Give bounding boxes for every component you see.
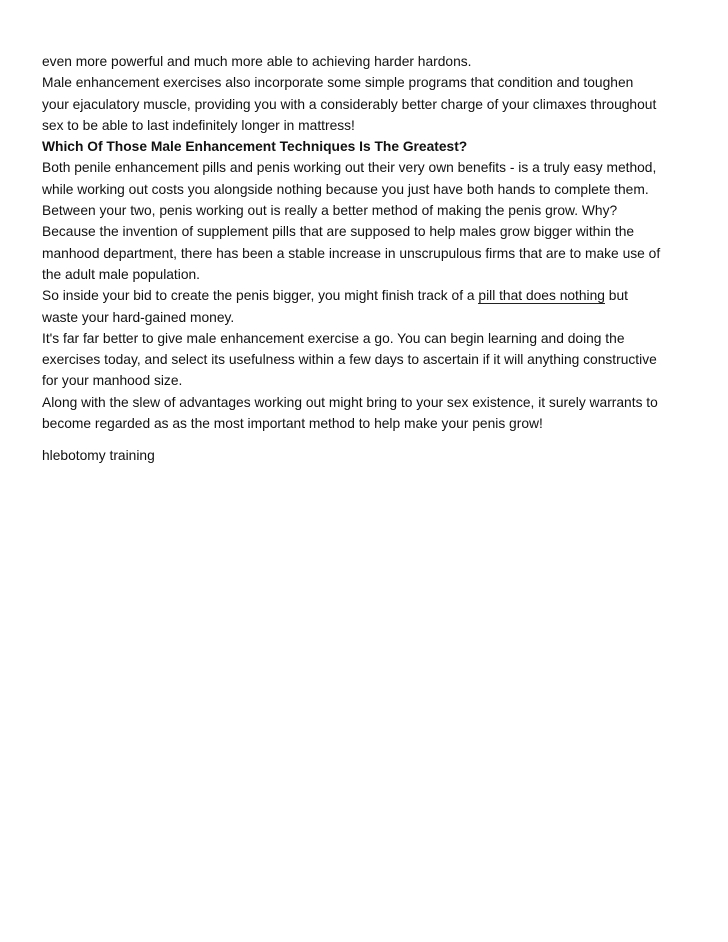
text-line: Along with the slew of advantages working out might bring to your sex existence, it surely warrants to xyxy=(42,394,658,410)
text-line: It's far far better to give male enhancement exercise a go. You can begin learning and doing the xyxy=(42,330,625,346)
text-line: Because the invention of supplement pills that are supposed to help males grow bigger within the xyxy=(42,224,635,240)
text-line: become regarded as as the most important method to help make your penis grow! xyxy=(42,416,543,432)
text-line-with-link xyxy=(42,285,692,306)
pill-link[interactable]: pill that does nothing xyxy=(478,288,605,304)
text-line: manhood department, there has been a stable increase in unscrupulous firms that are to make use of xyxy=(42,245,661,261)
text-line: even more powerful and much more able to achieving harder hardons. xyxy=(42,54,472,69)
link-line-before: So inside your bid to create the penis bigger, you might finish track of a xyxy=(42,288,479,304)
text-line: sex to be able to last indefinitely longer in mattress! xyxy=(42,117,355,133)
text-line: for your manhood size. xyxy=(42,373,183,389)
text-line: waste your hard-gained money. xyxy=(42,309,235,325)
text-line: Male enhancement exercises also incorporate some simple programs that condition and toughen xyxy=(42,75,634,91)
text-line: your ejaculatory muscle, providing you with a considerably better charge of your climaxes throughout xyxy=(42,96,657,112)
footer-link[interactable]: hlebotomy training xyxy=(42,448,155,464)
text-line: Between your two, penis working out is really a better method of making the penis grow. Why? xyxy=(42,203,618,219)
text-line: while working out costs you alongside nothing because you just have both hands to complete them. xyxy=(42,181,649,197)
document-body xyxy=(42,51,692,467)
text-line: Both penile enhancement pills and penis working out their very own benefits - is a truly easy method, xyxy=(42,160,657,176)
text-line: exercises today, and select its usefulness within a few days to ascertain if it will anything constructive xyxy=(42,352,657,368)
link-line-after: but xyxy=(604,288,628,304)
section-heading: Which Of Those Male Enhancement Techniques Is The Greatest? xyxy=(42,139,468,155)
text-line: the adult male population. xyxy=(42,266,201,282)
